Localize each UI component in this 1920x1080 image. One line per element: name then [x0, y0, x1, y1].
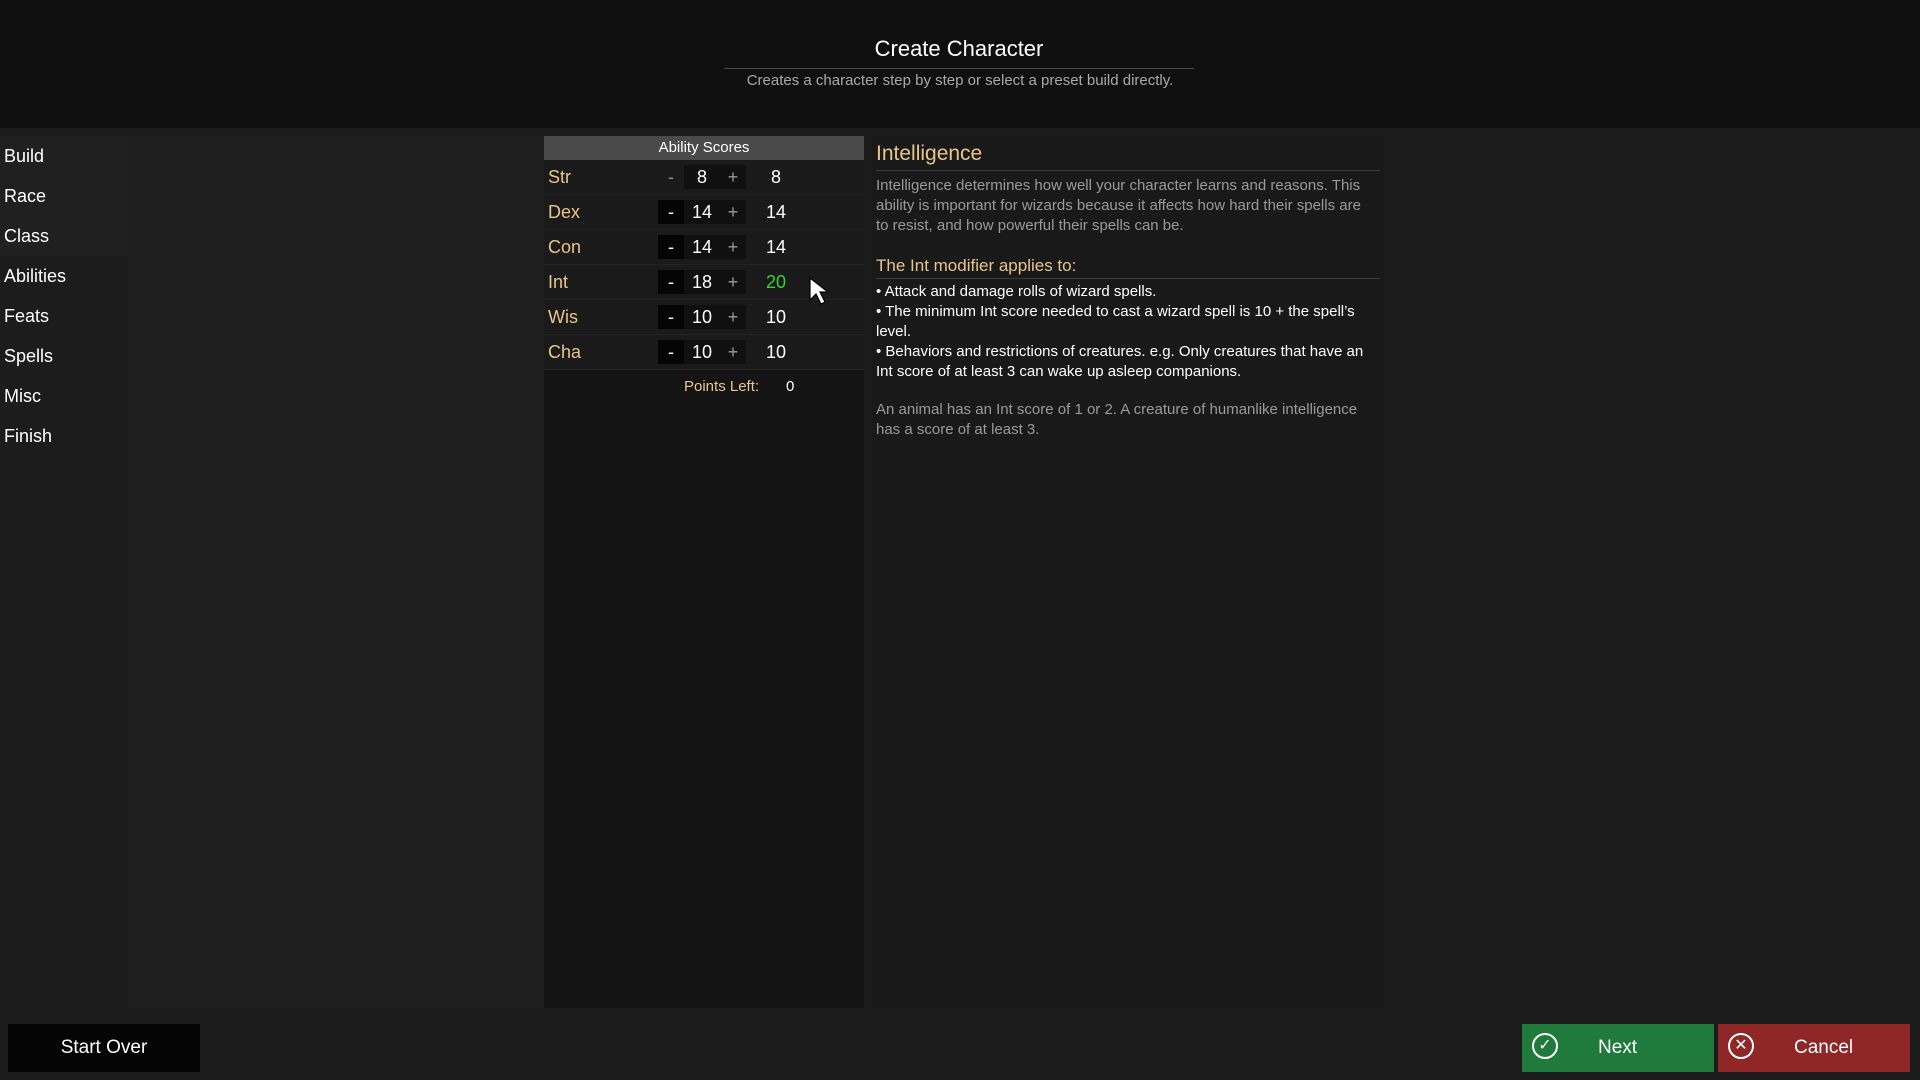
base-score: 14 [684, 235, 720, 259]
ability-name: Wis [548, 307, 578, 327]
sidebar-item-finish[interactable]: Finish [4, 426, 53, 446]
decrease-button[interactable]: - [658, 200, 684, 224]
x-circle-icon: ✕ [1728, 1033, 1754, 1059]
sidebar-item-spells[interactable]: Spells [4, 346, 54, 366]
base-score: 10 [684, 305, 720, 329]
final-score: 10 [765, 342, 787, 362]
mouse-cursor-icon [808, 276, 838, 306]
description-panel [872, 136, 1384, 1008]
decrease-button[interactable]: - [658, 165, 684, 189]
final-score: 14 [765, 202, 787, 222]
list-item: • The minimum Int score needed to cast a wizard spell is 10 + the spell’s level. [876, 303, 1355, 340]
base-score: 14 [684, 200, 720, 224]
base-score: 10 [684, 340, 720, 364]
ability-scores-header: Ability Scores [544, 136, 864, 160]
ability-name: Cha [548, 342, 582, 362]
list-item: • Attack and damage rolls of wizard spells. [876, 283, 1157, 300]
next-button[interactable] [1522, 1024, 1714, 1072]
sidebar-item-feats[interactable]: Feats [4, 306, 50, 326]
final-score: 20 [765, 272, 787, 292]
ability-row-con [544, 230, 864, 265]
increase-button[interactable]: + [720, 200, 746, 224]
base-score: 18 [684, 270, 720, 294]
right-empty-area [1384, 136, 1920, 1008]
ability-name: Int [548, 272, 569, 292]
check-circle-icon: ✓ [1532, 1033, 1558, 1059]
decrease-button[interactable]: - [658, 305, 684, 329]
points-left-label: Points Left: [684, 378, 760, 395]
description-title: Intelligence [876, 142, 1380, 171]
ability-scores-panel [544, 136, 864, 1008]
final-score: 14 [765, 237, 787, 257]
points-left-value: 0 [786, 378, 795, 395]
increase-button[interactable]: + [720, 165, 746, 189]
header [0, 0, 1920, 128]
sidebar-item-abilities[interactable]: Abilities [4, 266, 67, 286]
ability-row-dex [544, 195, 864, 230]
points-left-row [544, 370, 864, 404]
sidebar [0, 136, 128, 456]
sidebar-item-class[interactable]: Class [0, 216, 128, 256]
final-score: 10 [765, 307, 787, 327]
description-text: Intelligence determines how well your character learns and reasons. This ability is important for wizards because it affects how hard their spells are to resist, and how powerful their spells can be. [876, 177, 1361, 234]
final-score: 8 [770, 167, 781, 187]
next-button-label: Next [1598, 1037, 1638, 1058]
description-note: An animal has an Int score of 1 or 2. A creature of humanlike intelligence has a score of at least 3. [876, 401, 1358, 438]
cancel-button-label: Cancel [1794, 1037, 1854, 1058]
modifier-list [876, 282, 1376, 382]
page-title: Create Character [724, 36, 1194, 69]
sidebar-item-build[interactable]: Build [0, 136, 128, 176]
page-subtitle: Creates a character step by step or select a preset build directly. [746, 72, 1174, 89]
increase-button[interactable]: + [720, 235, 746, 259]
cancel-button[interactable] [1718, 1024, 1910, 1072]
left-panel [128, 136, 544, 1008]
ability-row-str [544, 160, 864, 195]
start-over-button[interactable]: Start Over [8, 1024, 200, 1072]
increase-button[interactable]: + [720, 305, 746, 329]
modifier-heading: The Int modifier applies to: [876, 256, 1380, 279]
decrease-button[interactable]: - [658, 340, 684, 364]
ability-name: Str [548, 167, 572, 187]
ability-name: Dex [548, 202, 581, 222]
decrease-button[interactable]: - [658, 235, 684, 259]
decrease-button[interactable]: - [658, 270, 684, 294]
ability-row-cha [544, 335, 864, 370]
base-score: 8 [684, 165, 720, 189]
increase-button[interactable]: + [720, 340, 746, 364]
ability-name: Con [548, 237, 582, 257]
increase-button[interactable]: + [720, 270, 746, 294]
list-item: • Behaviors and restrictions of creatures. e.g. Only creatures that have an Int score of at least 3 can wake up asleep companions. [876, 343, 1364, 380]
sidebar-item-race[interactable]: Race [0, 176, 128, 216]
sidebar-item-misc[interactable]: Misc [4, 386, 41, 406]
